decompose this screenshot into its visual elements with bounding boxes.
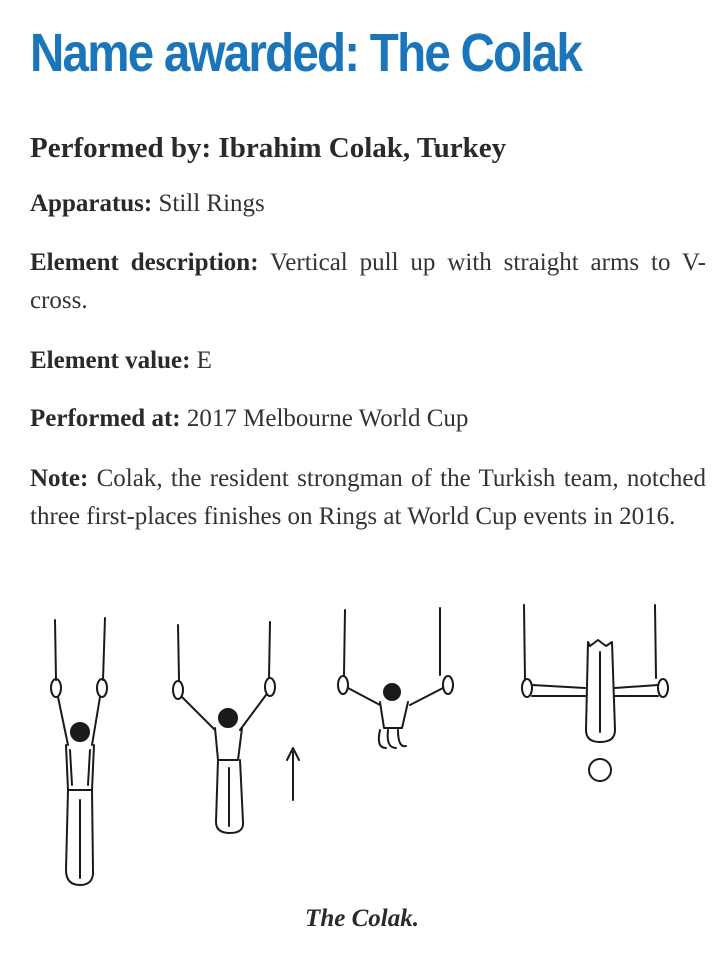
- page-title: Name awarded: The Colak: [30, 23, 582, 83]
- apparatus-value: Still Rings: [158, 190, 265, 217]
- description-field: [30, 244, 706, 320]
- apparatus-field: [30, 185, 706, 223]
- element-value-label: Element value:: [30, 347, 191, 374]
- note-value: Colak, the resident strongman of the Turkish team, notched three first-places finishes on Rings at World Cup events in 2016.: [30, 465, 707, 530]
- upward-arrow-icon: [287, 748, 299, 800]
- apparatus-label: Apparatus:: [30, 190, 153, 217]
- performed-at-field: [30, 400, 706, 438]
- gymnast-figure-inverted: [522, 605, 668, 781]
- gymnast-figure-v-cross: [338, 608, 453, 748]
- gymnast-figure-pull: [173, 622, 275, 833]
- performed-at-label: Performed at:: [30, 405, 181, 432]
- gymnast-figure-hang: [51, 618, 107, 885]
- description-label: Element description:: [30, 249, 259, 276]
- note-field: [30, 460, 706, 536]
- description-value: Vertical pull up with straight arms to V-cross.: [30, 249, 707, 314]
- element-value-field: [30, 342, 706, 380]
- performer-line: Performed by: Ibrahim Colak, Turkey: [30, 132, 507, 164]
- element-value-value: E: [196, 347, 212, 374]
- figure-caption: The Colak.: [305, 905, 419, 932]
- gymnast-rings-sequence-illustration: [0, 600, 724, 900]
- note-label: Note:: [30, 465, 89, 492]
- performed-at-value: 2017 Melbourne World Cup: [186, 405, 469, 432]
